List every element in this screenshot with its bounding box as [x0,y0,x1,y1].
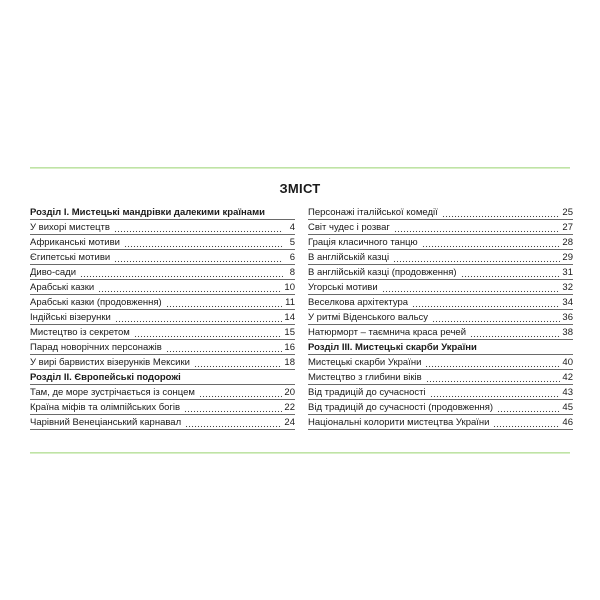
toc-entry-label: У вихорі мистецтв [30,222,110,233]
toc-entry-label: Угорські мотиви [308,282,378,293]
toc-entry-page: 14 [284,312,295,323]
toc-entry[interactable] [30,417,295,430]
toc-entry-page: 6 [289,252,295,263]
toc-entry-label: Мистецькі скарби України [308,357,422,368]
leader-dots [166,302,283,309]
toc-entry-page: 40 [562,357,573,368]
leader-dots [394,227,561,234]
toc-entry-page: 20 [284,387,295,398]
toc-entry-label: Натюрморт – таємнича краса речей [308,327,467,338]
leader-dots [80,272,283,279]
toc-entry[interactable] [308,282,573,295]
toc-entry-page: 27 [562,222,573,233]
toc-entry-page: 4 [289,222,295,233]
toc-entry[interactable] [308,417,573,430]
leader-dots [166,347,283,354]
section-heading-1: Розділ І. Мистецькі мандрівки далекими країнами [30,207,295,220]
toc-right-column [308,207,573,432]
toc-entry-page: 5 [289,237,295,248]
page-title: ЗМІСТ [279,181,321,196]
toc-entry[interactable] [308,402,573,415]
leader-dots [493,422,560,429]
toc-entry[interactable] [308,372,573,385]
leader-dots [412,302,560,309]
toc-entry-label: Персонажі італійської комедії [308,207,438,218]
leader-dots [98,287,282,294]
toc-entry-page: 22 [284,402,295,413]
toc-entry-page: 31 [562,267,573,278]
toc-entry[interactable] [308,297,573,310]
toc-entry-page: 38 [562,327,573,338]
toc-entry-label: Країна міфів та олімпійських богів [30,402,181,413]
toc-entry-page: 36 [562,312,573,323]
toc-entry-label: Веселкова архітектура [308,297,409,308]
toc-entry-page: 18 [284,357,295,368]
toc-entry[interactable] [30,252,295,265]
section-heading-2: Розділ ІІ. Європейські подорожі [30,372,295,385]
leader-dots [134,332,283,339]
toc-entry[interactable] [30,297,295,310]
toc-entry[interactable] [30,342,295,355]
toc-entry-page: 43 [562,387,573,398]
toc-entry-page: 11 [285,297,295,308]
toc-entry-label: Арабські казки (продовження) [30,297,162,308]
toc-entry[interactable] [30,267,295,280]
toc-entry[interactable] [308,267,573,280]
toc-entry-page: 24 [284,417,295,428]
leader-dots [114,257,283,264]
toc-entry-page: 8 [289,267,295,278]
leader-dots [461,272,561,279]
toc-entry-label: Грація класичного танцю [308,237,418,248]
top-divider [30,167,570,169]
toc-entry-label: Арабські казки [30,282,95,293]
toc-entry-label: Індійські візерунки [30,312,111,323]
toc-entry[interactable] [308,312,573,325]
toc-entry[interactable] [30,402,295,415]
toc-entry-label: Мистецтво з глибини віків [308,372,422,383]
toc-entry-label: Національні колорити мистецтва України [308,417,490,428]
toc-entry[interactable] [30,222,295,235]
toc-entry-label: Там, де море зустрічається із сонцем [30,387,195,398]
leader-dots [199,392,283,399]
toc-entry-page: 34 [562,297,573,308]
leader-dots [114,227,283,234]
toc-entry[interactable] [308,222,573,235]
leader-dots [124,242,283,249]
leader-dots [194,362,283,369]
toc-entry-page: 25 [562,207,573,218]
toc-entry[interactable] [308,357,573,370]
toc-entry-label: У ритмі Віденського вальсу [308,312,429,323]
toc-entry-page: 42 [562,372,573,383]
toc-entry-label: У вирі барвистих візерунків Мексики [30,357,190,368]
leader-dots [430,392,561,399]
leader-dots [442,212,561,219]
toc-entry-label: Світ чудес і розваг [308,222,390,233]
toc-entry[interactable] [308,237,573,250]
toc-entry-page: 45 [562,402,573,413]
leader-dots [425,362,560,369]
leader-dots [185,422,282,429]
toc-entry[interactable] [30,237,295,250]
leader-dots [382,287,561,294]
toc-entry-label: Мистецтво із секретом [30,327,130,338]
toc-entry-label: Чарівний Венеціанський карнавал [30,417,182,428]
toc-entry-label: В англійській казці [308,252,390,263]
toc-entry-page: 46 [562,417,573,428]
leader-dots [422,242,561,249]
toc-entry[interactable] [308,207,573,220]
leader-dots [497,407,560,414]
toc-entry-label: Від традицій до сучасності (продовження) [308,402,494,413]
leader-dots [426,377,561,384]
toc-entry-label: Парад новорічних персонажів [30,342,162,353]
toc-entry-page: 32 [562,282,573,293]
toc-entry-page: 16 [284,342,295,353]
toc-left-column [30,207,295,432]
toc-entry[interactable] [308,252,573,265]
toc-entry[interactable] [308,387,573,400]
bottom-divider [30,452,570,454]
toc-entry-label: Єгипетські мотиви [30,252,111,263]
section-heading-3: Розділ ІІІ. Мистецькі скарби України [308,342,573,355]
toc-entry[interactable] [308,327,573,340]
toc-entry-page: 15 [284,327,295,338]
toc-entry[interactable] [30,312,295,325]
leader-dots [115,317,283,324]
toc-entry[interactable] [30,387,295,400]
toc-entry-page: 29 [562,252,573,263]
toc-entry-label: Африканські мотиви [30,237,120,248]
leader-dots [184,407,282,414]
toc-entry-label: Від традицій до сучасності [308,387,426,398]
leader-dots [432,317,560,324]
leader-dots [393,257,560,264]
leader-dots [470,332,560,339]
toc-entry[interactable] [30,282,295,295]
toc-entry-label: Диво-сади [30,267,77,278]
toc-entry[interactable] [30,357,295,370]
toc-entry-label: В англійській казці (продовження) [308,267,457,278]
toc-entry-page: 28 [562,237,573,248]
toc-entry[interactable] [30,327,295,340]
toc-entry-page: 10 [284,282,295,293]
